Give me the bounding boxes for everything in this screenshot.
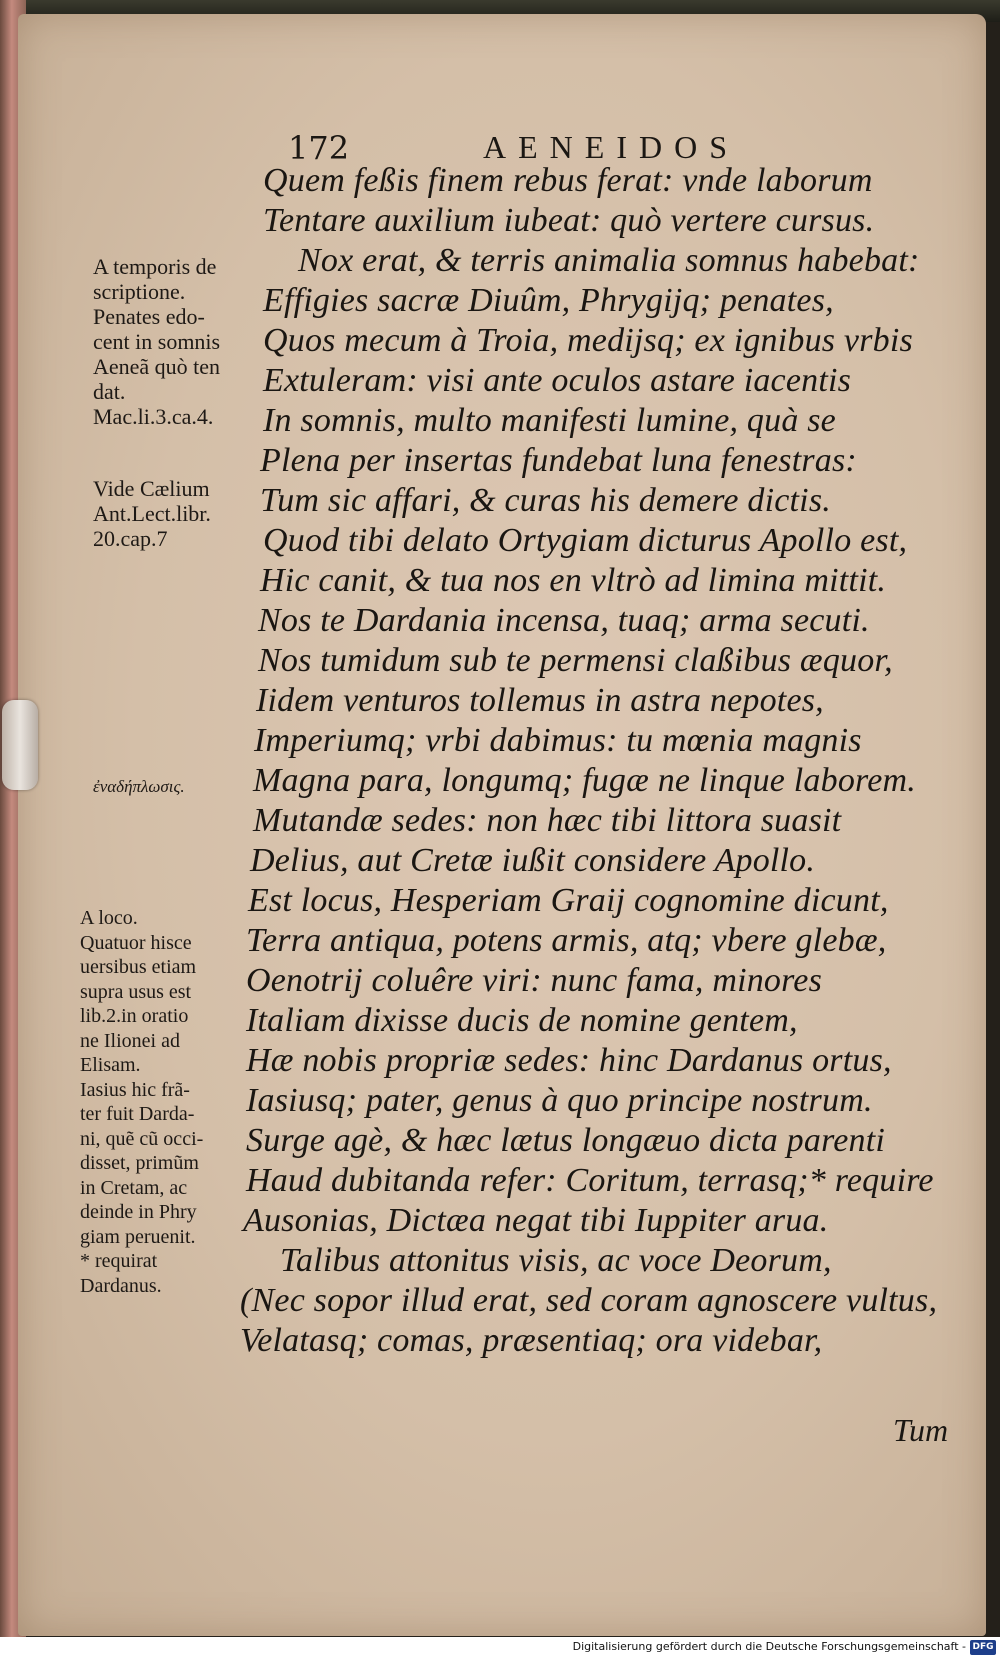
verse-line: Extuleram: visi ante oculos astare iacentis: [263, 362, 852, 399]
verse-line: Hic canit, & tua nos en vltrò ad limina mittit.: [260, 562, 887, 599]
verse-line: Est locus, Hesperiam Graij cognomine dicunt,: [248, 882, 889, 919]
verse-line: Quod tibi delato Ortygiam dicturus Apollo est,: [263, 522, 908, 559]
verse-line: Delius, aut Cretæ iußit considere Apollo.: [250, 842, 816, 879]
verse-line: Talibus attonitus visis, ac voce Deorum,: [280, 1242, 832, 1279]
verse-line: Magna para, longumq; fugæ ne linque laborem.: [253, 762, 916, 799]
margin-note: A loco. Quatuor hisce uersibus etiam supra usus est lib.2.in oratio ne Ilionei ad Elisam. Iasius hic frã- ter fuit Darda- ni, quẽ cũ occi- disset, primũm in Cretam, ac deinde in Phry giam peruenit. * requirat Dardanus.: [80, 907, 204, 1297]
verse-line: Nos te Dardania incensa, tuaq; arma secuti.: [258, 602, 870, 639]
running-title: AENEIDOS: [483, 129, 739, 165]
margin-note: ἐναδήπλωσις.: [93, 777, 185, 796]
verse-line: Tum sic affari, & curas his demere dictis.: [260, 482, 831, 519]
page-number: 172: [288, 129, 350, 167]
dfg-logo: DFG: [970, 1640, 996, 1655]
verse-line: Imperiumq; vrbi dabimus: tu mœnia magnis: [254, 722, 862, 759]
footer-text: Digitalisierung gefördert durch die Deutsche Forschungsgemeinschaft -: [572, 1640, 966, 1653]
margin-note: A temporis de scriptione. Penates edo- cent in somnis Aeneã quò ten dat. Mac.li.3.ca.4.: [93, 254, 221, 429]
verse-line: Hæ nobis propriæ sedes: hinc Dardanus ortus,: [246, 1042, 892, 1079]
verse-line: Nox erat, & terris animalia somnus habebat:: [298, 242, 920, 279]
book-page: [18, 14, 986, 1636]
verse-line: Haud dubitanda refer: Coritum, terrasq;* require: [246, 1162, 934, 1199]
verse-line: Oenotrij coluêre viri: nunc fama, minores: [246, 962, 823, 999]
verse-line: In somnis, multo manifesti lumine, quà se: [263, 402, 836, 439]
verse-line: Velatasq; comas, præsentiaq; ora videbar,: [240, 1322, 823, 1359]
digitization-footer: [0, 1637, 1000, 1659]
verse-line: Quem feßis finem rebus ferat: vnde laborum: [263, 162, 873, 199]
verse-line: Ausonias, Dictæa negat tibi Iuppiter arua.: [243, 1202, 829, 1239]
verse-line: Nos tumidum sub te permensi claßibus æquor,: [258, 642, 893, 679]
verse-line: Tentare auxilium iubeat: quò vertere cursus.: [263, 202, 875, 239]
verse-line: Quos mecum à Troia, medijsq; ex ignibus vrbis: [263, 322, 913, 359]
verse-line: Terra antiqua, potens armis, atq; vbere glebæ,: [246, 922, 887, 959]
verse-line: (Nec sopor illud erat, sed coram agnoscere vultus,: [240, 1282, 938, 1319]
verse-line: Mutandæ sedes: non hæc tibi littora suasit: [253, 802, 842, 839]
verse-line: Italiam dixisse ducis de nomine gentem,: [246, 1002, 798, 1039]
page-clip: [2, 700, 38, 790]
verse-line: Iasiusq; pater, genus à quo principe nostrum.: [246, 1082, 873, 1119]
verse-line: Effigies sacræ Diuûm, Phrygijq; penates,: [263, 282, 834, 319]
verse-line: Iidem venturos tollemus in astra nepotes,: [256, 682, 824, 719]
verse-line: Surge agè, & hæc lætus longæuo dicta parenti: [246, 1122, 886, 1159]
catchword: Tum: [893, 1412, 949, 1448]
margin-note: Vide Cælium Ant.Lect.libr. 20.cap.7: [93, 476, 211, 551]
verse-line: Plena per insertas fundebat luna fenestras:: [260, 442, 857, 479]
